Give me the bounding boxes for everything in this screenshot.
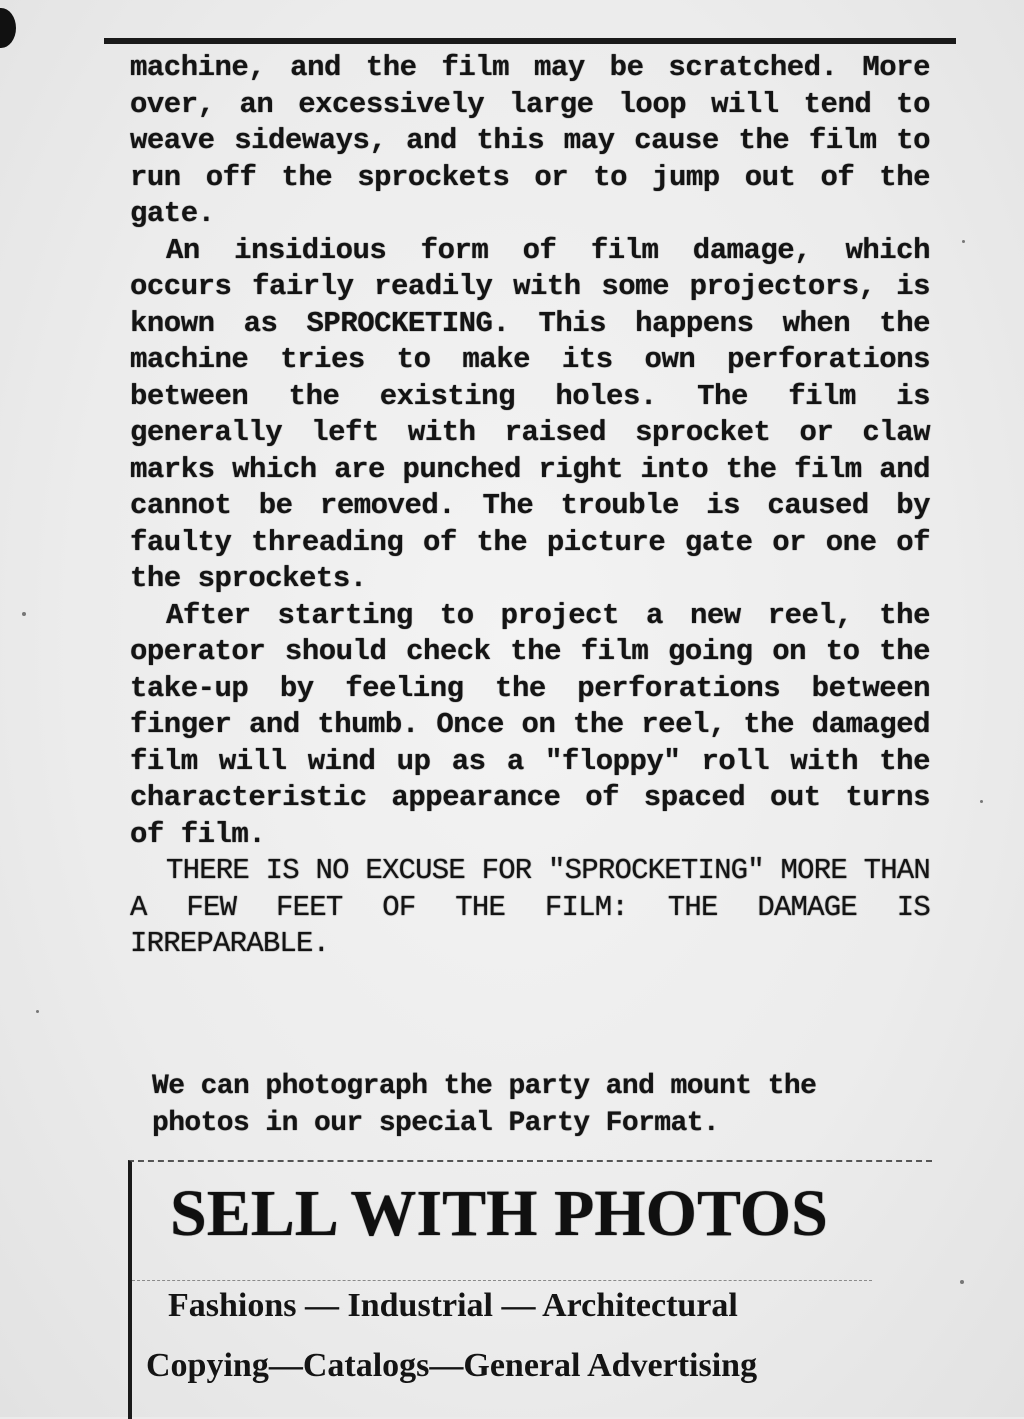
top-rule — [104, 38, 956, 44]
article-warning-paragraph: THERE IS NO EXCUSE FOR "SPROCKETING" MORE THAN A FEW FEET OF THE FILM: THE DAMAGE IS IRREPARABLE. — [130, 854, 930, 960]
article-paragraph-3: After starting to project a new reel, the operator should check the film going on to the take-up by feeling the perforations between finger and thumb. Once on the reel, the damaged film will wind up as a "floppy" roll with the characteristic appearance of spaced out turns of film. — [130, 598, 930, 851]
dust-speck — [962, 240, 965, 243]
article-paragraph-2: An insidious form of film damage, which occurs fairly readily with some projectors, is known as SPROCKETING. This happens when the machine tries to make its own perforations between the existing holes. The film is generally left with raised sprocket or claw marks which are punched right into the film and cannot be removed. The trouble is caused by faulty threading of the picture gate or one of the sprockets. — [130, 233, 930, 595]
dust-speck — [36, 1010, 39, 1013]
article-body — [130, 50, 930, 963]
ad-divider — [132, 1280, 872, 1281]
dust-speck — [960, 1280, 964, 1284]
dust-speck — [22, 612, 26, 616]
ad-services-line-2: Copying—Catalogs—General Advertising — [146, 1347, 758, 1384]
article-paragraph-1: machine, and the film may be scratched. More over, an excessively large loop will tend to weave sideways, and this may cause the film to run off the sprockets or to jump out of the gate. — [130, 51, 930, 230]
advertisement-box — [128, 1160, 932, 1419]
party-notice: We can photograph the party and mount the photos in our special Party Format. — [152, 1071, 817, 1139]
ad-services-line-1: Fashions — Industrial — Architectural — [168, 1287, 738, 1324]
ink-blot — [0, 8, 16, 48]
dust-speck — [980, 800, 983, 803]
ad-headline: SELL WITH PHOTOS — [170, 1177, 828, 1250]
